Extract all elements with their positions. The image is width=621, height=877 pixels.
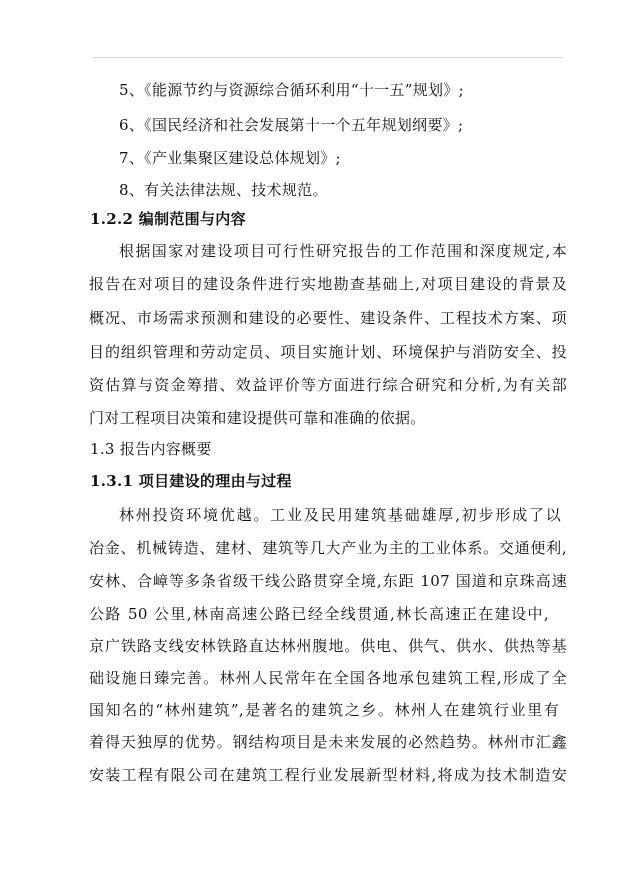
section-heading-1-2-2: 1.2.2 编制范围与内容 — [90, 210, 246, 228]
reference-item-6: 6、《国民经济和社会发展第十一个五年规划纲要》; — [119, 116, 464, 134]
paragraph-line: 概况、市场需求预测和建设的必要性、建设条件、工程技术方案、项 — [89, 309, 567, 327]
reference-item-7: 7、《产业集聚区建设总体规划》; — [119, 149, 341, 167]
reference-item-8: 8、有关法律法规、技术规范。 — [119, 181, 328, 199]
paragraph-line: 国知名的“林州建筑”,是著名的建筑之乡。林州人在建筑行业里有 — [89, 701, 559, 719]
paragraph-line: 根据国家对建设项目可行性研究报告的工作范围和深度规定,本 — [119, 242, 567, 260]
paragraph-line: 安装工程有限公司在建筑工程行业发展新型材料,将成为技术制造安 — [89, 766, 567, 784]
paragraph-line: 着得天独厚的优势。钢结构项目是未来发展的必然趋势。林州市汇鑫 — [89, 733, 567, 751]
reference-item-5: 5、《能源节约与资源综合循环利用“十一五”规划》; — [119, 81, 464, 99]
paragraph-line: 础设施日臻完善。林州人民常年在全国各地承包建筑工程,形成了全 — [89, 669, 567, 687]
paragraph-line: 目的组织管理和劳动定员、项目实施计划、环境保护与消防安全、投 — [89, 343, 567, 361]
section-heading-1-3: 1.3 报告内容概要 — [90, 440, 212, 458]
paragraph-line: 京广铁路支线安林铁路直达林州腹地。供电、供气、供水、供热等基 — [89, 637, 567, 655]
paragraph-line: 林州投资环境优越。工业及民用建筑基础雄厚,初步形成了以 — [119, 506, 561, 524]
paragraph-line: 门对工程项目决策和建设提供可靠和准确的依据。 — [89, 409, 426, 427]
paragraph-line: 冶金、机械铸造、建材、建筑等几大产业为主的工业体系。交通便利, — [89, 539, 567, 557]
paragraph-line: 公路 50 公里,林南高速公路已经全线贯通,林长高速正在建设中, — [89, 605, 549, 623]
paragraph-line: 报告在对项目的建设条件进行实地勘查基础上,对项目建设的背景及 — [89, 275, 567, 293]
section-heading-1-3-1: 1.3.1 项目建设的理由与过程 — [90, 472, 292, 490]
header-rule — [92, 57, 562, 58]
paragraph-line: 安林、合嶂等多条省级干线公路贯穿全境,东距 107 国道和京珠高速 — [89, 572, 567, 590]
paragraph-line: 资估算与资金筹措、效益评价等方面进行综合研究和分析,为有关部 — [89, 376, 567, 394]
